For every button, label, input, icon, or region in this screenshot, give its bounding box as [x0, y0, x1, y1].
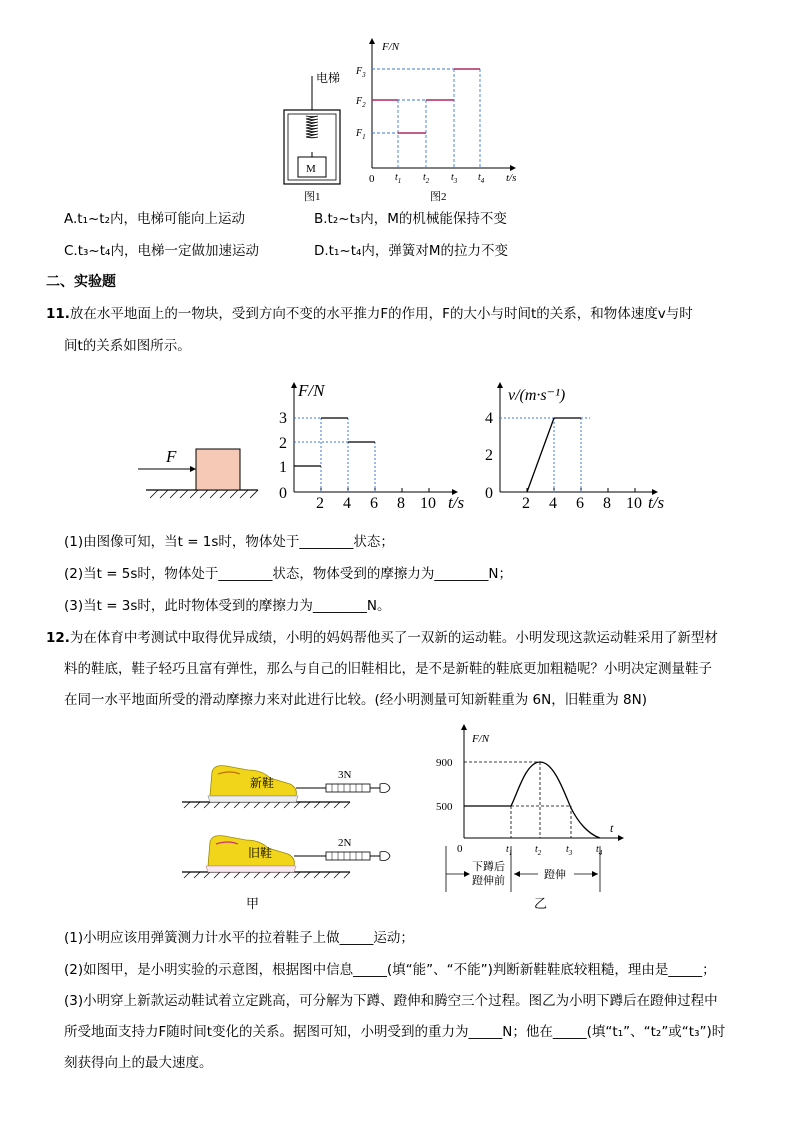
vt-x-tick: 2 — [522, 495, 530, 512]
q12-sub3c: 刻获得向上的最大速度。 — [64, 1055, 213, 1071]
elevator-diagram — [284, 70, 340, 203]
vt-graph — [485, 382, 664, 512]
y-axis-label: F/N — [382, 41, 400, 53]
jump-force-graph — [436, 724, 624, 911]
q12-sub1: (1)小明应该用弹簧测力计水平的拉着鞋子上做_____运动； — [64, 930, 414, 946]
ft-y-axis: F/N — [298, 381, 325, 400]
q12-sub3a: (3)小明穿上新款运动鞋试着立定跳高，可分解为下蹲、蹬伸和腾空三个过程。图乙为小明下蹲后在蹬伸过程中 — [64, 993, 718, 1009]
force-time-graph — [355, 38, 516, 203]
vt-y-tick: 2 — [485, 447, 493, 464]
tick-t1: $t_1$ — [395, 172, 402, 185]
caption-yi: 乙 — [534, 896, 548, 911]
phase1-line2: 蹬伸前 — [472, 875, 505, 887]
q12-sub3b: 所受地面支持力F随时间t变化的关系。据图可知，小明受到的重力为_____N；他在_____(填“t₁”、“t₂”或“t₃”)时 — [64, 1024, 726, 1040]
reading-new: 3N — [338, 769, 352, 781]
ft-x-axis: t/s — [448, 493, 465, 512]
spring-scale-icon — [326, 784, 370, 792]
ft-x-tick: 10 — [420, 495, 436, 512]
ft-y-tick: 0 — [279, 485, 287, 502]
new-shoe-diagram — [182, 766, 390, 808]
elevator-figure — [270, 36, 540, 206]
jump-force-curve — [464, 762, 600, 838]
phase2-label: 蹬伸 — [544, 869, 566, 881]
vt-y-tick: 4 — [485, 410, 493, 427]
spring-scale-icon — [326, 852, 370, 860]
vt-segment-1 — [527, 418, 554, 492]
q12-line3: 在同一水平地面所受的滑动摩擦力来对此进行比较。(经小明测量可知新鞋重为 6N，旧鞋重为 8N) — [64, 692, 647, 708]
hand-icon — [380, 852, 390, 861]
vt-x-tick: 4 — [549, 495, 557, 512]
old-shoe-label: 旧鞋 — [248, 846, 273, 860]
jump-y-tick: 500 — [436, 801, 453, 813]
new-shoe-label: 新鞋 — [250, 776, 275, 790]
tick-F1: $F_1$ — [356, 128, 366, 141]
jump-origin: 0 — [457, 843, 463, 855]
jump-y-axis: F/N — [472, 733, 490, 745]
x-axis-label: t/s — [506, 172, 517, 184]
jump-t2: $t_2$ — [535, 844, 542, 857]
q12-line2: 料的鞋底，鞋子轻巧且富有弹性，那么与自己的旧鞋相比，是不是新鞋的鞋底更加粗糙呢？小明决定测量鞋子 — [64, 661, 712, 677]
fig1-caption: 图1 — [304, 191, 321, 203]
q11-sub3: (3)当t = 3s时，此时物体受到的摩擦力为________N。 — [64, 598, 391, 614]
q11-line2: 间t的关系如图所示。 — [64, 338, 191, 354]
vt-x-tick: 8 — [603, 495, 611, 512]
jump-y-tick: 900 — [436, 757, 453, 769]
option-c: C.t₃~t₄内，电梯一定做加速运动 — [64, 243, 259, 259]
jump-t3: $t_3$ — [566, 844, 573, 857]
q11-number: 11. — [46, 306, 70, 322]
ft-x-tick: 8 — [397, 495, 405, 512]
spring-icon — [306, 116, 318, 138]
jump-x-axis: t — [610, 821, 614, 835]
q12-sub2: (2)如图甲，是小明实验的示意图，根据图中信息_____(填“能”、“不能”)判断新鞋鞋底较粗糙，理由是_____； — [64, 962, 716, 978]
q11-sub2: (2)当t = 5s时，物体处于________状态，物体受到的摩擦力为________N； — [64, 566, 513, 582]
q11-figure — [130, 378, 670, 518]
force-label: F — [166, 447, 177, 466]
block-diagram — [138, 447, 258, 498]
q12-figure — [178, 722, 628, 918]
vt-x-tick: 10 — [626, 495, 642, 512]
fig2-caption: 图2 — [430, 191, 447, 203]
vt-y-axis: v/(m·s⁻¹) — [508, 387, 566, 404]
ft-graph — [279, 381, 464, 512]
section-title: 二、实验题 — [46, 274, 116, 290]
tick-F3: $F_3$ — [356, 66, 366, 79]
q11-line1: 11.放在水平地面上的一物块，受到方向不变的水平推力F的作用，F的大小与时间t的关系，和物体速度v与时 — [46, 306, 693, 322]
ft-x-tick: 2 — [316, 495, 324, 512]
old-shoe-diagram — [182, 836, 390, 878]
ft-x-tick: 6 — [370, 495, 378, 512]
jump-t4: $t_4$ — [596, 844, 603, 857]
phase1-line1: 下蹲后 — [472, 861, 505, 873]
vt-x-tick: 6 — [576, 495, 584, 512]
jump-t1: $t_1$ — [506, 844, 513, 857]
ft-y-tick: 2 — [279, 435, 287, 452]
elevator-label: 电梯 — [316, 71, 341, 85]
option-d: D.t₁~t₄内，弹簧对M的拉力不变 — [314, 243, 509, 259]
ft-y-tick: 3 — [279, 410, 287, 427]
tick-t4: $t_4$ — [478, 172, 485, 185]
ft-y-tick: 1 — [279, 459, 287, 476]
reading-old: 2N — [338, 837, 352, 849]
caption-jia: 甲 — [246, 896, 260, 911]
ft-x-tick: 4 — [343, 495, 351, 512]
tick-t3: $t_3$ — [451, 172, 458, 185]
tick-F2: $F_2$ — [356, 96, 366, 109]
q12-line1: 12.为在体育中考测试中取得优异成绩，小明的妈妈帮他买了一双新的运动鞋。小明发现这款运动鞋采用了新型材 — [46, 630, 718, 646]
vt-y-tick: 0 — [485, 485, 493, 502]
q11-sub1: (1)由图像可知，当t = 1s时，物体处于________状态； — [64, 534, 394, 550]
tick-t2: $t_2$ — [423, 172, 430, 185]
mass-label: M — [306, 163, 316, 175]
q12-number: 12. — [46, 630, 70, 646]
hand-icon — [380, 784, 390, 793]
option-b: B.t₂~t₃内，M的机械能保持不变 — [314, 211, 507, 227]
option-a: A.t₁~t₂内，电梯可能向上运动 — [64, 211, 246, 227]
vt-x-axis: t/s — [648, 493, 665, 512]
origin-label: 0 — [369, 173, 375, 185]
